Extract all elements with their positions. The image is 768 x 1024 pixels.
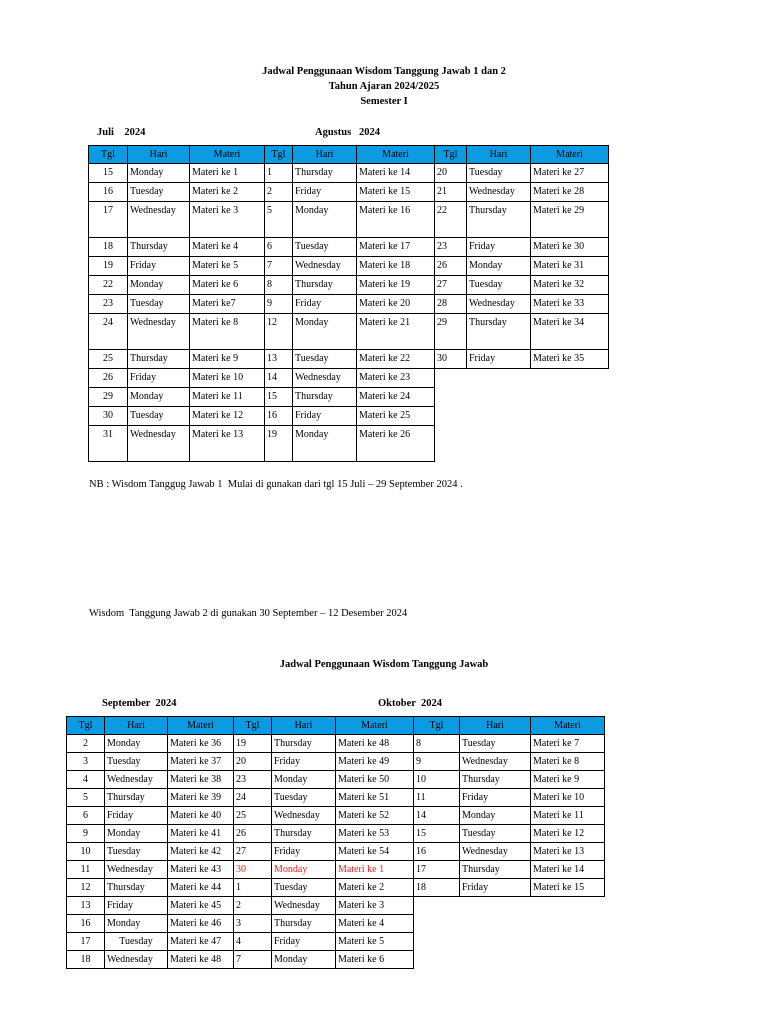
empty-cell bbox=[467, 369, 531, 388]
cell-hari: Tuesday bbox=[128, 295, 190, 314]
header-materi: Materi bbox=[531, 717, 605, 735]
table-row bbox=[89, 276, 609, 295]
cell-materi: Materi ke 40 bbox=[168, 807, 234, 825]
cell-tgl: 20 bbox=[435, 164, 467, 183]
header-tgl: Tgl bbox=[89, 146, 128, 164]
cell-materi: Materi ke 5 bbox=[336, 933, 414, 951]
cell-materi: Materi ke 2 bbox=[190, 183, 265, 202]
table-row bbox=[67, 861, 605, 879]
cell-hari: Wednesday bbox=[467, 295, 531, 314]
table-row bbox=[89, 238, 609, 257]
cell-tgl: 9 bbox=[414, 753, 460, 771]
cell-hari: Friday bbox=[272, 933, 336, 951]
cell-tgl: 15 bbox=[414, 825, 460, 843]
cell-tgl: 23 bbox=[234, 771, 272, 789]
cell-tgl: 30 bbox=[234, 861, 272, 879]
header-materi: Materi bbox=[357, 146, 435, 164]
cell-hari: Tuesday bbox=[460, 825, 531, 843]
header-tgl: Tgl bbox=[265, 146, 293, 164]
cell-hari: Wednesday bbox=[105, 951, 168, 969]
cell-materi: Materi ke 36 bbox=[168, 735, 234, 753]
cell-hari: Tuesday bbox=[105, 753, 168, 771]
cell-materi: Materi ke 1 bbox=[336, 861, 414, 879]
cell-tgl: 30 bbox=[89, 407, 128, 426]
cell-tgl: 24 bbox=[234, 789, 272, 807]
table-row bbox=[67, 825, 605, 843]
cell-materi: Materi ke 14 bbox=[357, 164, 435, 183]
cell-materi: Materi ke 11 bbox=[531, 807, 605, 825]
cell-tgl: 7 bbox=[265, 257, 293, 276]
cell-hari: Thursday bbox=[105, 879, 168, 897]
cell-materi: Materi ke 23 bbox=[357, 369, 435, 388]
table-row bbox=[89, 295, 609, 314]
cell-materi: Materi ke 9 bbox=[190, 350, 265, 369]
cell-tgl: 26 bbox=[234, 825, 272, 843]
empty-cell bbox=[531, 915, 605, 933]
cell-hari: Wednesday bbox=[293, 257, 357, 276]
cell-hari: Thursday bbox=[293, 164, 357, 183]
cell-tgl: 6 bbox=[67, 807, 105, 825]
cell-tgl: 25 bbox=[89, 350, 128, 369]
cell-materi: Materi ke 54 bbox=[336, 843, 414, 861]
empty-cell bbox=[531, 407, 609, 426]
cell-tgl: 31 bbox=[89, 426, 128, 462]
cell-tgl: 5 bbox=[67, 789, 105, 807]
header-hari: Hari bbox=[272, 717, 336, 735]
cell-tgl: 12 bbox=[67, 879, 105, 897]
empty-cell bbox=[531, 426, 609, 462]
cell-tgl: 18 bbox=[67, 951, 105, 969]
note-wisdom-2: Wisdom Tanggung Jawab 2 di gunakan 30 September – 12 Desember 2024 bbox=[89, 608, 408, 619]
cell-tgl: 23 bbox=[89, 295, 128, 314]
cell-hari: Tuesday bbox=[105, 933, 168, 951]
cell-hari: Monday bbox=[272, 861, 336, 879]
empty-cell bbox=[435, 388, 467, 407]
empty-cell bbox=[414, 933, 460, 951]
cell-materi: Materi ke 10 bbox=[190, 369, 265, 388]
cell-materi: Materi ke 51 bbox=[336, 789, 414, 807]
cell-hari: Wednesday bbox=[460, 753, 531, 771]
cell-hari: Thursday bbox=[128, 238, 190, 257]
cell-tgl: 26 bbox=[89, 369, 128, 388]
cell-tgl: 28 bbox=[435, 295, 467, 314]
table-row bbox=[67, 807, 605, 825]
cell-tgl: 22 bbox=[435, 202, 467, 238]
schedule-table-1 bbox=[88, 145, 609, 462]
cell-hari: Tuesday bbox=[105, 843, 168, 861]
cell-tgl: 7 bbox=[234, 951, 272, 969]
empty-cell bbox=[414, 951, 460, 969]
cell-tgl: 13 bbox=[265, 350, 293, 369]
cell-hari: Tuesday bbox=[272, 879, 336, 897]
cell-hari: Wednesday bbox=[105, 861, 168, 879]
cell-materi: Materi ke 39 bbox=[168, 789, 234, 807]
table-row bbox=[89, 388, 609, 407]
cell-hari: Tuesday bbox=[128, 183, 190, 202]
cell-materi: Materi ke 24 bbox=[357, 388, 435, 407]
cell-hari: Wednesday bbox=[272, 897, 336, 915]
cell-hari: Thursday bbox=[272, 915, 336, 933]
header-hari: Hari bbox=[293, 146, 357, 164]
cell-materi: Materi ke 8 bbox=[190, 314, 265, 350]
cell-materi: Materi ke 47 bbox=[168, 933, 234, 951]
table-row bbox=[67, 951, 605, 969]
cell-hari: Thursday bbox=[467, 314, 531, 350]
cell-materi: Materi ke 18 bbox=[357, 257, 435, 276]
cell-hari: Monday bbox=[293, 202, 357, 238]
cell-materi: Materi ke 11 bbox=[190, 388, 265, 407]
table-1-header-row bbox=[89, 146, 609, 164]
cell-tgl: 4 bbox=[234, 933, 272, 951]
cell-tgl: 16 bbox=[414, 843, 460, 861]
cell-materi: Materi ke 10 bbox=[531, 789, 605, 807]
cell-hari: Monday bbox=[128, 164, 190, 183]
cell-tgl: 22 bbox=[89, 276, 128, 295]
table-row bbox=[67, 879, 605, 897]
table-row bbox=[89, 257, 609, 276]
cell-materi: Materi ke 50 bbox=[336, 771, 414, 789]
cell-tgl: 27 bbox=[435, 276, 467, 295]
cell-hari: Monday bbox=[460, 807, 531, 825]
table-row bbox=[89, 369, 609, 388]
table-row bbox=[67, 843, 605, 861]
table-row bbox=[89, 164, 609, 183]
doc1-title: Jadwal Penggunaan Wisdom Tanggung Jawab 1 dan 2 bbox=[262, 66, 506, 77]
cell-materi: Materi ke 48 bbox=[168, 951, 234, 969]
cell-materi: Materi ke 31 bbox=[531, 257, 609, 276]
header-hari: Hari bbox=[460, 717, 531, 735]
doc1-semester: Semester I bbox=[360, 96, 408, 107]
cell-hari: Friday bbox=[467, 238, 531, 257]
cell-materi: Materi ke 16 bbox=[357, 202, 435, 238]
cell-tgl: 26 bbox=[435, 257, 467, 276]
cell-hari: Tuesday bbox=[272, 789, 336, 807]
cell-materi: Materi ke 6 bbox=[336, 951, 414, 969]
cell-tgl: 2 bbox=[67, 735, 105, 753]
empty-cell bbox=[531, 388, 609, 407]
cell-materi: Materi ke 42 bbox=[168, 843, 234, 861]
cell-tgl: 1 bbox=[234, 879, 272, 897]
cell-tgl: 16 bbox=[89, 183, 128, 202]
cell-materi: Materi ke 49 bbox=[336, 753, 414, 771]
cell-hari: Friday bbox=[105, 807, 168, 825]
cell-materi: Materi ke 35 bbox=[531, 350, 609, 369]
schedule-table-2 bbox=[66, 716, 605, 969]
cell-materi: Materi ke 21 bbox=[357, 314, 435, 350]
empty-cell bbox=[414, 915, 460, 933]
cell-materi: Materi ke 28 bbox=[531, 183, 609, 202]
cell-tgl: 15 bbox=[265, 388, 293, 407]
cell-tgl: 27 bbox=[234, 843, 272, 861]
cell-tgl: 15 bbox=[89, 164, 128, 183]
cell-materi: Materi ke 4 bbox=[336, 915, 414, 933]
cell-hari: Tuesday bbox=[293, 238, 357, 257]
cell-materi: Materi ke 46 bbox=[168, 915, 234, 933]
cell-materi: Materi ke 30 bbox=[531, 238, 609, 257]
cell-hari: Friday bbox=[272, 753, 336, 771]
cell-materi: Materi ke 8 bbox=[531, 753, 605, 771]
cell-hari: Monday bbox=[128, 276, 190, 295]
cell-materi: Materi ke 34 bbox=[531, 314, 609, 350]
header-hari: Hari bbox=[105, 717, 168, 735]
cell-materi: Materi ke 37 bbox=[168, 753, 234, 771]
header-hari: Hari bbox=[467, 146, 531, 164]
cell-hari: Thursday bbox=[293, 276, 357, 295]
cell-tgl: 8 bbox=[414, 735, 460, 753]
cell-hari: Monday bbox=[293, 314, 357, 350]
empty-cell bbox=[435, 426, 467, 462]
cell-materi: Materi ke 1 bbox=[190, 164, 265, 183]
header-materi: Materi bbox=[531, 146, 609, 164]
table-row bbox=[67, 735, 605, 753]
cell-hari: Monday bbox=[272, 951, 336, 969]
table-row bbox=[89, 314, 609, 350]
cell-materi: Materi ke 2 bbox=[336, 879, 414, 897]
cell-materi: Materi ke 13 bbox=[190, 426, 265, 462]
cell-hari: Tuesday bbox=[128, 407, 190, 426]
empty-cell bbox=[460, 897, 531, 915]
cell-tgl: 18 bbox=[89, 238, 128, 257]
cell-tgl: 17 bbox=[414, 861, 460, 879]
cell-tgl: 2 bbox=[234, 897, 272, 915]
cell-materi: Materi ke 22 bbox=[357, 350, 435, 369]
cell-materi: Materi ke 12 bbox=[190, 407, 265, 426]
cell-hari: Friday bbox=[293, 407, 357, 426]
cell-hari: Friday bbox=[293, 183, 357, 202]
cell-tgl: 11 bbox=[67, 861, 105, 879]
cell-materi: Materi ke 5 bbox=[190, 257, 265, 276]
empty-cell bbox=[531, 933, 605, 951]
cell-tgl: 14 bbox=[265, 369, 293, 388]
cell-materi: Materi ke 3 bbox=[190, 202, 265, 238]
empty-cell bbox=[435, 369, 467, 388]
cell-hari: Monday bbox=[467, 257, 531, 276]
header-hari: Hari bbox=[128, 146, 190, 164]
empty-cell bbox=[460, 951, 531, 969]
cell-tgl: 30 bbox=[435, 350, 467, 369]
cell-materi: Materi ke 26 bbox=[357, 426, 435, 462]
cell-materi: Materi ke 14 bbox=[531, 861, 605, 879]
cell-tgl: 17 bbox=[67, 933, 105, 951]
cell-hari: Tuesday bbox=[460, 735, 531, 753]
cell-hari: Friday bbox=[105, 897, 168, 915]
table-row bbox=[67, 933, 605, 951]
empty-cell bbox=[460, 933, 531, 951]
table-row bbox=[89, 426, 609, 462]
cell-hari: Monday bbox=[105, 915, 168, 933]
note-wisdom-1: NB : Wisdom Tanggug Jawab 1 Mulai di gunakan dari tgl 15 Juli – 29 September 2024 . bbox=[89, 479, 463, 490]
cell-materi: Materi ke 52 bbox=[336, 807, 414, 825]
cell-tgl: 1 bbox=[265, 164, 293, 183]
cell-tgl: 19 bbox=[89, 257, 128, 276]
header-materi: Materi bbox=[190, 146, 265, 164]
empty-cell bbox=[414, 897, 460, 915]
cell-tgl: 16 bbox=[265, 407, 293, 426]
cell-hari: Friday bbox=[460, 879, 531, 897]
cell-materi: Materi ke 20 bbox=[357, 295, 435, 314]
cell-tgl: 5 bbox=[265, 202, 293, 238]
empty-cell bbox=[531, 369, 609, 388]
cell-hari: Wednesday bbox=[293, 369, 357, 388]
cell-materi: Materi ke 43 bbox=[168, 861, 234, 879]
table-row bbox=[89, 202, 609, 238]
header-tgl: Tgl bbox=[234, 717, 272, 735]
cell-tgl: 9 bbox=[67, 825, 105, 843]
header-materi: Materi bbox=[336, 717, 414, 735]
cell-tgl: 18 bbox=[414, 879, 460, 897]
table-row bbox=[89, 183, 609, 202]
cell-materi: Materi ke 33 bbox=[531, 295, 609, 314]
cell-tgl: 29 bbox=[435, 314, 467, 350]
cell-materi: Materi ke 17 bbox=[357, 238, 435, 257]
cell-hari: Thursday bbox=[460, 771, 531, 789]
cell-materi: Materi ke 32 bbox=[531, 276, 609, 295]
empty-cell bbox=[435, 407, 467, 426]
cell-tgl: 11 bbox=[414, 789, 460, 807]
cell-tgl: 25 bbox=[234, 807, 272, 825]
cell-hari: Friday bbox=[467, 350, 531, 369]
cell-tgl: 8 bbox=[265, 276, 293, 295]
cell-hari: Thursday bbox=[272, 825, 336, 843]
cell-hari: Wednesday bbox=[105, 771, 168, 789]
cell-tgl: 20 bbox=[234, 753, 272, 771]
cell-hari: Monday bbox=[128, 388, 190, 407]
cell-materi: Materi ke 25 bbox=[357, 407, 435, 426]
cell-materi: Materi ke 45 bbox=[168, 897, 234, 915]
cell-materi: Materi ke 19 bbox=[357, 276, 435, 295]
cell-hari: Monday bbox=[105, 825, 168, 843]
table-row bbox=[67, 771, 605, 789]
cell-tgl: 10 bbox=[414, 771, 460, 789]
empty-cell bbox=[531, 897, 605, 915]
empty-cell bbox=[467, 426, 531, 462]
cell-tgl: 13 bbox=[67, 897, 105, 915]
table-row bbox=[89, 407, 609, 426]
cell-hari: Friday bbox=[128, 257, 190, 276]
cell-hari: Wednesday bbox=[128, 426, 190, 462]
cell-tgl: 4 bbox=[67, 771, 105, 789]
cell-tgl: 3 bbox=[67, 753, 105, 771]
table-row bbox=[67, 915, 605, 933]
header-materi: Materi bbox=[168, 717, 234, 735]
cell-materi: Materi ke 4 bbox=[190, 238, 265, 257]
cell-hari: Friday bbox=[272, 843, 336, 861]
cell-tgl: 17 bbox=[89, 202, 128, 238]
cell-hari: Tuesday bbox=[467, 276, 531, 295]
empty-cell bbox=[467, 388, 531, 407]
cell-hari: Wednesday bbox=[272, 807, 336, 825]
header-tgl: Tgl bbox=[435, 146, 467, 164]
cell-materi: Materi ke 3 bbox=[336, 897, 414, 915]
cell-tgl: 6 bbox=[265, 238, 293, 257]
cell-hari: Thursday bbox=[272, 735, 336, 753]
cell-tgl: 2 bbox=[265, 183, 293, 202]
cell-materi: Materi ke 15 bbox=[357, 183, 435, 202]
cell-hari: Thursday bbox=[460, 861, 531, 879]
cell-materi: Materi ke 29 bbox=[531, 202, 609, 238]
cell-materi: Materi ke 41 bbox=[168, 825, 234, 843]
cell-hari: Tuesday bbox=[293, 350, 357, 369]
cell-materi: Materi ke 48 bbox=[336, 735, 414, 753]
table-row bbox=[89, 350, 609, 369]
month-label-juli: Juli 2024 bbox=[97, 127, 146, 138]
cell-tgl: 3 bbox=[234, 915, 272, 933]
cell-hari: Monday bbox=[272, 771, 336, 789]
cell-materi: Materi ke 15 bbox=[531, 879, 605, 897]
cell-materi: Materi ke 12 bbox=[531, 825, 605, 843]
cell-hari: Friday bbox=[460, 789, 531, 807]
cell-materi: Materi ke 38 bbox=[168, 771, 234, 789]
table-row bbox=[67, 789, 605, 807]
cell-materi: Materi ke 27 bbox=[531, 164, 609, 183]
table-row bbox=[67, 897, 605, 915]
cell-materi: Materi ke 6 bbox=[190, 276, 265, 295]
header-tgl: Tgl bbox=[414, 717, 460, 735]
cell-hari: Friday bbox=[293, 295, 357, 314]
cell-materi: Materi ke 7 bbox=[531, 735, 605, 753]
header-tgl: Tgl bbox=[67, 717, 105, 735]
cell-materi: Materi ke 9 bbox=[531, 771, 605, 789]
month-label-oktober: Oktober 2024 bbox=[378, 698, 442, 709]
cell-tgl: 16 bbox=[67, 915, 105, 933]
cell-tgl: 19 bbox=[265, 426, 293, 462]
empty-cell bbox=[467, 407, 531, 426]
doc1-year: Tahun Ajaran 2024/2025 bbox=[328, 81, 440, 92]
cell-tgl: 9 bbox=[265, 295, 293, 314]
cell-hari: Thursday bbox=[105, 789, 168, 807]
cell-hari: Thursday bbox=[128, 350, 190, 369]
cell-tgl: 23 bbox=[435, 238, 467, 257]
doc2-title: Jadwal Penggunaan Wisdom Tanggung Jawab bbox=[279, 659, 489, 670]
cell-tgl: 14 bbox=[414, 807, 460, 825]
cell-hari: Friday bbox=[128, 369, 190, 388]
table-2-header-row bbox=[67, 717, 605, 735]
cell-hari: Thursday bbox=[467, 202, 531, 238]
cell-hari: Monday bbox=[293, 426, 357, 462]
cell-tgl: 12 bbox=[265, 314, 293, 350]
cell-tgl: 10 bbox=[67, 843, 105, 861]
cell-hari: Wednesday bbox=[128, 314, 190, 350]
table-row bbox=[67, 753, 605, 771]
cell-materi: Materi ke7 bbox=[190, 295, 265, 314]
cell-tgl: 24 bbox=[89, 314, 128, 350]
cell-hari: Wednesday bbox=[460, 843, 531, 861]
cell-tgl: 29 bbox=[89, 388, 128, 407]
cell-hari: Wednesday bbox=[467, 183, 531, 202]
empty-cell bbox=[531, 951, 605, 969]
cell-hari: Thursday bbox=[293, 388, 357, 407]
cell-hari: Tuesday bbox=[467, 164, 531, 183]
cell-materi: Materi ke 53 bbox=[336, 825, 414, 843]
cell-hari: Wednesday bbox=[128, 202, 190, 238]
month-label-september: September 2024 bbox=[102, 698, 177, 709]
cell-hari: Monday bbox=[105, 735, 168, 753]
cell-tgl: 21 bbox=[435, 183, 467, 202]
cell-tgl: 19 bbox=[234, 735, 272, 753]
month-label-agustus: Agustus 2024 bbox=[315, 127, 381, 138]
cell-materi: Materi ke 13 bbox=[531, 843, 605, 861]
cell-materi: Materi ke 44 bbox=[168, 879, 234, 897]
empty-cell bbox=[460, 915, 531, 933]
